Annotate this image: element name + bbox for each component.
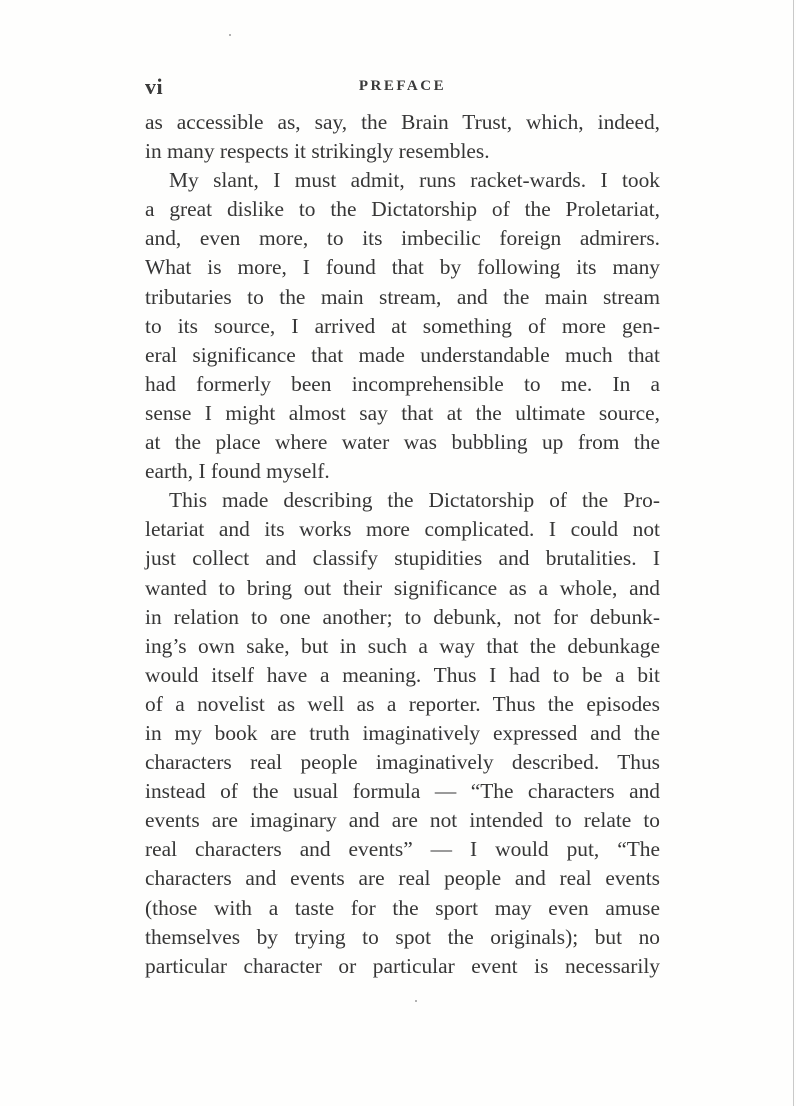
body-text: [145, 108, 660, 981]
paragraph-2: [145, 166, 660, 486]
text-line: and, even more, to its imbecilic foreign admirers.: [145, 226, 660, 251]
text-line: in many respects it strikingly resembles.: [145, 139, 490, 164]
text-line: particular character or particular event is necessarily: [145, 953, 660, 978]
speck-mark: [415, 1000, 417, 1002]
text-line: a great dislike to the Dictatorship of the Proletariat,: [145, 197, 660, 222]
paragraph-3: [145, 486, 660, 981]
text-line: characters and events are real people and real events: [145, 866, 660, 891]
text-line: wanted to bring out their significance as a whole, and: [145, 575, 660, 600]
text-line: sense I might almost say that at the ultimate source,: [145, 400, 660, 425]
text-line: instead of the usual formula — “The characters and: [145, 779, 660, 804]
text-line: would itself have a meaning. Thus I had to be a bit: [145, 662, 660, 687]
text-line: at the place where water was bubbling up from the: [145, 430, 660, 455]
text-line: (those with a taste for the sport may even amuse: [145, 895, 660, 920]
text-line: letariat and its works more complicated. I could not: [145, 517, 660, 542]
page-edge: [793, 0, 794, 1106]
text-line: My slant, I must admit, runs racket-wards. I took: [169, 168, 660, 193]
text-line: as accessible as, say, the Brain Trust, which, indeed,: [145, 110, 660, 134]
text-line: events are imaginary and are not intended to relate to: [145, 808, 660, 833]
speck-mark: [229, 34, 231, 36]
text-line: characters real people imaginatively described. Thus: [145, 750, 660, 775]
text-line: in my book are truth imaginatively expressed and the: [145, 720, 660, 745]
running-head: PREFACE: [358, 78, 447, 94]
text-line: real characters and events” — I would put, “The: [145, 837, 660, 862]
text-line: in relation to one another; to debunk, not for debunk-: [145, 604, 660, 629]
text-line: What is more, I found that by following its many: [145, 255, 660, 280]
text-line: This made describing the Dictatorship of the Pro-: [169, 488, 660, 513]
text-line: just collect and classify stupidities and brutalities. I: [145, 546, 660, 571]
page-header: [145, 74, 660, 102]
text-line: of a novelist as well as a reporter. Thus the episodes: [145, 691, 660, 716]
text-line: ing’s own sake, but in such a way that the debunkage: [145, 633, 660, 658]
text-line: had formerly been incomprehensible to me. In a: [145, 371, 660, 396]
text-line: to its source, I arrived at something of more gen-: [145, 313, 660, 338]
page-number: vi: [145, 74, 164, 99]
text-line: earth, I found myself.: [145, 459, 330, 484]
paragraph-1: [145, 108, 660, 166]
text-line: eral significance that made understandable much that: [145, 342, 660, 367]
text-line: tributaries to the main stream, and the main stream: [145, 284, 660, 309]
text-line: themselves by trying to spot the originals); but no: [145, 924, 660, 949]
